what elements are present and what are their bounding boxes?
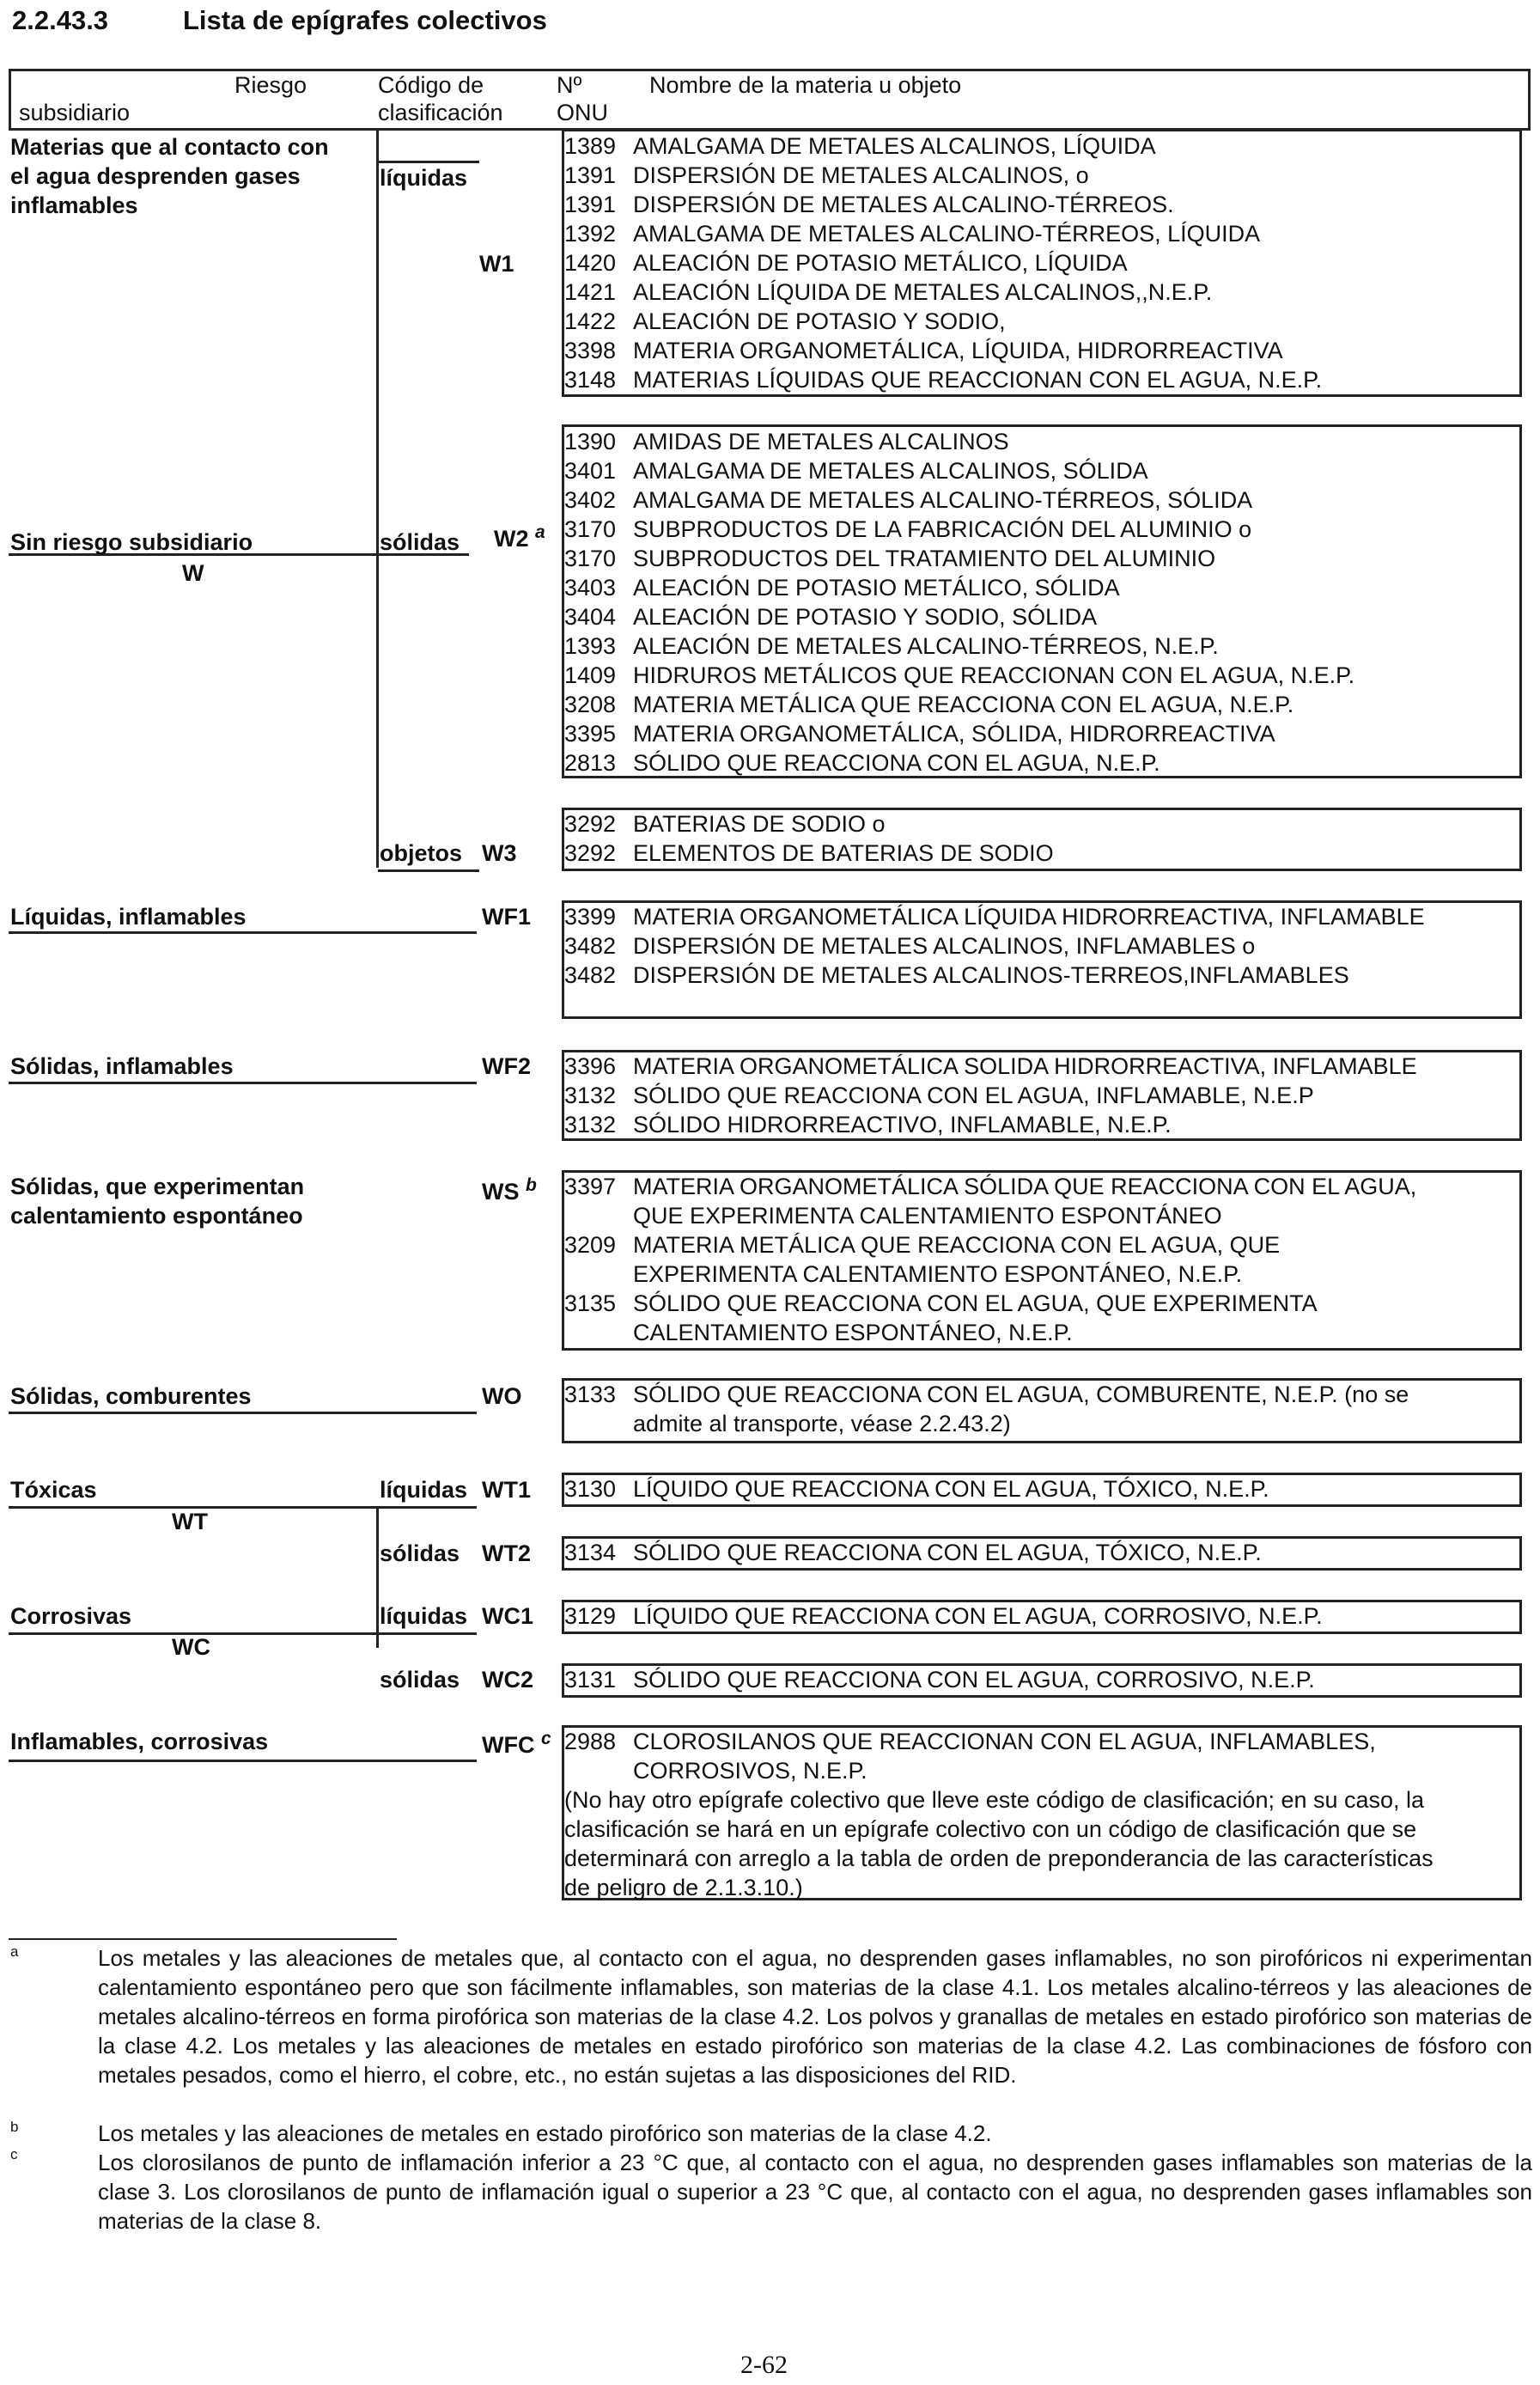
un-number: 3170: [564, 516, 617, 542]
entries-ws: [564, 1172, 1416, 1347]
entry-row: [564, 1318, 1416, 1347]
entry-row: [564, 1052, 1417, 1081]
code-wf2: WF2: [482, 1053, 531, 1079]
un-number: 3132: [564, 1083, 617, 1108]
substance-name: AMIDAS DE METALES ALCALINOS: [633, 429, 1009, 454]
entries-wt1: [564, 1474, 1269, 1504]
group-sol-cal-line2: calentamiento espontáneo: [10, 1203, 303, 1229]
substance-name: DISPERSIÓN DE METALES ALCALINO-TÉRREOS.: [633, 192, 1174, 217]
bracket-line-wc: [376, 1572, 379, 1648]
group-toxicas: Tóxicas: [10, 1477, 97, 1503]
wfc-note: [564, 1785, 1433, 1902]
footnote-ref-c: c: [541, 1729, 551, 1748]
substance-name: SUBPRODUCTOS DE LA FABRICACIÓN DEL ALUMINIO o: [633, 516, 1252, 542]
substance-name: BATERIAS DE SODIO o: [633, 811, 886, 837]
entry-row: [564, 1260, 1416, 1289]
code-wo: WO: [482, 1383, 522, 1409]
substance-name: QUE EXPERIMENTA CALENTAMIENTO ESPONTÁNEO: [633, 1203, 1222, 1229]
liq-infl-line: [9, 931, 477, 934]
code-wt1: WT1: [482, 1477, 531, 1503]
un-number: [564, 1201, 633, 1230]
code-w1: W1: [479, 251, 514, 277]
substance-name: AMALGAMA DE METALES ALCALINO-TÉRREOS, LÍQUIDA: [633, 221, 1261, 247]
un-number: 3397: [564, 1174, 617, 1199]
group-main-line1: Materias que al contacto con: [10, 134, 329, 160]
label-objetos: objetos: [380, 840, 463, 866]
entries-wo: [564, 1380, 1409, 1438]
un-number: [564, 1409, 633, 1438]
group-wt: WT: [172, 1509, 208, 1534]
substance-name: ALEACIÓN DE METALES ALCALINO-TÉRREOS, N.E.P.: [633, 633, 1219, 659]
entry-row: [564, 1201, 1416, 1230]
entry-row: [564, 748, 1354, 778]
substance-name: DISPERSIÓN DE METALES ALCALINOS, o: [633, 162, 1089, 188]
substance-name: ELEMENTOS DE BATERIAS DE SODIO: [633, 840, 1054, 866]
header-clasificacion: clasificación: [378, 100, 503, 125]
substance-name: ALEACIÓN DE POTASIO Y SODIO,: [633, 308, 1006, 334]
footnote-mark-a: a: [10, 1943, 19, 1960]
un-number: [564, 1318, 633, 1347]
substance-name: CLOROSILANOS QUE REACCIONAN CON EL AGUA, INFLAMABLES,: [633, 1729, 1376, 1754]
entries-w2: [564, 427, 1354, 778]
un-number: 2988: [564, 1729, 617, 1754]
code-wfc-text: WFC: [482, 1732, 535, 1758]
substance-name: MATERIA METÁLICA QUE REACCIONA CON EL AGUA, N.E.P.: [633, 692, 1294, 717]
substance-name: SÓLIDO QUE REACCIONA CON EL AGUA, TÓXICO, N.E.P.: [633, 1540, 1262, 1565]
entry-row: [564, 1230, 1416, 1260]
entry-row: [564, 1289, 1416, 1318]
code-ws: [482, 1177, 537, 1209]
substance-name: HIDRUROS METÁLICOS QUE REACCIONAN CON EL AGUA, N.E.P.: [633, 662, 1355, 688]
wfc-note-line: (No hay otro epígrafe colectivo que lleve este código de clasificación; en su caso, la: [564, 1787, 1425, 1813]
substance-name: MATERIA METÁLICA QUE REACCIONA CON EL AGUA, QUE: [633, 1232, 1281, 1258]
entry-row: [564, 544, 1354, 573]
group-main-line2: el agua desprenden gases: [10, 163, 301, 189]
entry-row: [564, 1110, 1417, 1139]
un-number: 3132: [564, 1112, 617, 1138]
entry-row: [564, 1409, 1409, 1438]
code-w3: W3: [482, 840, 517, 866]
un-number: [564, 1756, 633, 1785]
entry-row: [564, 131, 1322, 161]
code-wc2: WC2: [482, 1667, 533, 1693]
entry-row: [564, 839, 1054, 868]
entry-row: [564, 248, 1322, 278]
substance-name: SÓLIDO QUE REACCIONA CON EL AGUA, INFLAMABLE, N.E.P: [633, 1083, 1314, 1108]
un-number: 3133: [564, 1382, 617, 1407]
entry-row: [564, 515, 1354, 544]
entry-row: [564, 931, 1425, 961]
entry-row: [564, 719, 1354, 748]
un-number: 3209: [564, 1232, 617, 1258]
substance-name: DISPERSIÓN DE METALES ALCALINOS, INFLAMABLES o: [633, 933, 1256, 959]
header-no: Nº: [557, 72, 582, 98]
group-main-line3: inflamables: [10, 192, 138, 218]
substance-name: CALENTAMIENTO ESPONTÁNEO, N.E.P.: [633, 1320, 1073, 1345]
un-number: 3395: [564, 721, 617, 747]
header-subsidiario: subsidiario: [19, 100, 131, 125]
group-sol-cal-line1: Sólidas, que experimentan: [10, 1174, 305, 1199]
substance-name: EXPERIMENTA CALENTAMIENTO ESPONTÁNEO, N.E.P.: [633, 1261, 1243, 1287]
entry-row: [564, 1172, 1416, 1201]
code-wt2: WT2: [482, 1540, 531, 1566]
footnote-c: Los clorosilanos de punto de inflamación inferior a 23 °C que, al contacto con el agua, no desprenden gases inflamables son materias de la clase 3. Los clorosilanos de punto de inflamación igual o superior a 23 °C que, al contacto con el agua, no desprenden gases inflamables son materias de la clase 8.: [98, 2150, 1532, 2234]
footnote-mark-b: b: [10, 2119, 19, 2135]
substance-name: LÍQUIDO QUE REACCIONA CON EL AGUA, TÓXICO, N.E.P.: [633, 1476, 1269, 1502]
entry-row: [564, 1756, 1376, 1785]
footnote-a: Los metales y las aleaciones de metales que, al contacto con el agua, no desprenden gases inflamables, no son pirofóricos ni experimentan calentamiento espontáneo pero que son fácilmente inflamables, son materias de la clase 4.1. Los metales alcalino-térreos y las aleaciones de metales alcalino-térreos en forma pirofórica son materias de la clase 4.2. Los polvos y granallas de metales en estado pirofórico son materias de la clase 4.2. Los metales y las aleaciones de metales en estado pirofórico son materias de la clase 4.2. Las combinaciones de fósforo con metales pesados, como el hierro, el cobre, etc., no están sujetas a las disposiciones del RID.: [98, 1945, 1532, 2088]
entry-row: [564, 1601, 1323, 1631]
substance-name: MATERIA ORGANOMETÁLICA, LÍQUIDA, HIDRORREACTIVA: [633, 338, 1283, 363]
infl-corr-line: [9, 1760, 477, 1762]
substance-name: LÍQUIDO QUE REACCIONA CON EL AGUA, CORROSIVO, N.E.P.: [633, 1603, 1323, 1629]
header-nombre: Nombre de la materia u objeto: [649, 72, 962, 98]
un-number: 3398: [564, 338, 617, 363]
entry-row: [564, 161, 1322, 190]
header-codigo: Código de: [378, 72, 484, 98]
un-number: 3208: [564, 692, 617, 717]
un-number: 3399: [564, 904, 617, 930]
bracket-line-main: [376, 131, 379, 868]
entry-row: [564, 485, 1354, 515]
entry-row: [564, 902, 1425, 931]
un-number: 1389: [564, 133, 617, 159]
page-number: 2-62: [740, 2351, 788, 2379]
un-number: 3131: [564, 1667, 617, 1693]
substance-name: AMALGAMA DE METALES ALCALINO-TÉRREOS, SÓLIDA: [633, 487, 1253, 513]
substance-name: AMALGAMA DE METALES ALCALINOS, SÓLIDA: [633, 458, 1148, 484]
un-number: 3403: [564, 575, 617, 601]
wfc-note-line: de peligro de 2.1.3.10.): [564, 1875, 803, 1900]
entry-row: [564, 961, 1425, 990]
substance-name: SÓLIDO QUE REACCIONA CON EL AGUA, CORROSIVO, N.E.P.: [633, 1667, 1315, 1693]
group-liq-infl: Líquidas, inflamables: [10, 904, 247, 930]
code-w2: [494, 524, 545, 556]
un-number: 3292: [564, 811, 617, 837]
entry-row: [564, 427, 1354, 456]
entry-row: [564, 573, 1354, 602]
objetos-line: [378, 869, 479, 872]
un-number: 1420: [564, 250, 617, 276]
entry-row: [564, 278, 1322, 307]
entry-row: [564, 190, 1322, 219]
entry-row: [564, 365, 1322, 394]
un-number: 3404: [564, 604, 617, 630]
un-number: 1390: [564, 429, 617, 454]
section-title: Lista de epígrafes colectivos: [183, 5, 547, 35]
substance-name: ALEACIÓN DE POTASIO METÁLICO, LÍQUIDA: [633, 250, 1128, 276]
entries-w3: [564, 809, 1054, 868]
toxicas-line: [9, 1506, 477, 1509]
label-solidas-wc: sólidas: [380, 1667, 460, 1693]
entry-row: [564, 809, 1054, 839]
un-number: 3134: [564, 1540, 617, 1565]
entry-row: [564, 456, 1354, 485]
group-sol-comb: Sólidas, comburentes: [10, 1383, 252, 1409]
header-riesgo: Riesgo: [234, 72, 307, 98]
entries-wt2: [564, 1538, 1262, 1567]
label-liquidas: líquidas: [380, 165, 468, 191]
entry-row: [564, 661, 1354, 690]
entry-row: [564, 1380, 1409, 1409]
un-number: 2813: [564, 750, 617, 776]
entry-row: [564, 307, 1322, 336]
substance-name: SÓLIDO QUE REACCIONA CON EL AGUA, QUE EXPERIMENTA: [633, 1290, 1318, 1316]
substance-name: MATERIA ORGANOMETÁLICA SÓLIDA QUE REACCIONA CON EL AGUA,: [633, 1174, 1417, 1199]
un-number: 1392: [564, 221, 617, 247]
group-wc: WC: [172, 1634, 210, 1660]
un-number: 1421: [564, 279, 617, 305]
footnote-b: Los metales y las aleaciones de metales en estado pirofórico son materias de la clase 4.2.: [98, 2120, 992, 2146]
footnote-ref-b: b: [526, 1175, 537, 1195]
footnote-mark-c: c: [10, 2146, 18, 2162]
group-sin-riesgo: Sin riesgo subsidiario: [10, 529, 253, 555]
entry-row: [564, 1665, 1315, 1694]
entries-w1: [564, 131, 1322, 394]
group-infl-corr: Inflamables, corrosivas: [10, 1729, 269, 1754]
code-wfc: [482, 1730, 551, 1762]
code-wf1: WF1: [482, 904, 531, 930]
entry-row: [564, 690, 1354, 719]
un-number: 1393: [564, 633, 617, 659]
substance-name: MATERIAS LÍQUIDAS QUE REACCIONAN CON EL AGUA, N.E.P.: [633, 367, 1323, 393]
group-w: W: [182, 560, 204, 586]
label-solidas-wt: sólidas: [380, 1540, 460, 1566]
label-solidas: sólidas: [380, 529, 460, 555]
substance-name: SÓLIDO QUE REACCIONA CON EL AGUA, N.E.P.: [633, 750, 1160, 776]
un-number: 1409: [564, 662, 617, 688]
un-number: 3482: [564, 933, 617, 959]
un-number: 3130: [564, 1476, 617, 1502]
substance-name: MATERIA ORGANOMETÁLICA SOLIDA HIDRORREACTIVA, INFLAMABLE: [633, 1053, 1417, 1079]
un-number: 3135: [564, 1290, 617, 1316]
entry-row: [564, 1538, 1262, 1567]
entry-row: [564, 631, 1354, 661]
un-number: 1391: [564, 192, 617, 217]
un-number: 3482: [564, 962, 617, 988]
footnote-ref-a: a: [535, 522, 545, 542]
entries-wf2: [564, 1052, 1417, 1139]
entries-wc2: [564, 1665, 1315, 1694]
un-number: 3401: [564, 458, 617, 484]
substance-name: ALEACIÓN DE POTASIO Y SODIO, SÓLIDA: [633, 604, 1098, 630]
label-liquidas-wc: líquidas: [380, 1603, 468, 1629]
footnote-separator: [9, 1938, 397, 1940]
entries-wfc: [564, 1727, 1376, 1785]
section-number: 2.2.43.3: [12, 5, 109, 35]
corrosivas-line: [9, 1632, 477, 1635]
un-number: 3292: [564, 840, 617, 866]
sol-comb-line: [9, 1412, 477, 1414]
entry-row: [564, 1474, 1269, 1504]
un-number: 3402: [564, 487, 617, 513]
un-number: 1422: [564, 308, 617, 334]
group-sol-infl: Sólidas, inflamables: [10, 1053, 234, 1079]
substance-name: admite al transporte, véase 2.2.43.2): [633, 1411, 1011, 1436]
entry-row: [564, 219, 1322, 248]
code-ws-text: WS: [482, 1179, 520, 1205]
un-number: 3170: [564, 546, 617, 571]
substance-name: CORROSIVOS, N.E.P.: [633, 1758, 867, 1784]
code-w2-text: W2: [494, 526, 529, 552]
un-number: 1391: [564, 162, 617, 188]
un-number: [564, 1260, 633, 1289]
substance-name: SÓLIDO HIDRORREACTIVO, INFLAMABLE, N.E.P.: [633, 1112, 1172, 1138]
entry-row: [564, 1727, 1376, 1756]
substance-name: MATERIA ORGANOMETÁLICA LÍQUIDA HIDRORREACTIVA, INFLAMABLE: [633, 904, 1425, 930]
sol-infl-line: [9, 1082, 477, 1084]
substance-name: SÓLIDO QUE REACCIONA CON EL AGUA, COMBURENTE, N.E.P. (no se: [633, 1382, 1409, 1407]
substance-name: SUBPRODUCTOS DEL TRATAMIENTO DEL ALUMINIO: [633, 546, 1216, 571]
un-number: 3148: [564, 367, 617, 393]
substance-name: DISPERSIÓN DE METALES ALCALINOS-TERREOS,INFLAMABLES: [633, 962, 1349, 988]
wfc-note-line: clasificación se hará en un epígrafe colectivo con un código de clasificación que se: [564, 1816, 1417, 1842]
entry-row: [564, 336, 1322, 365]
header-onu: ONU: [557, 100, 608, 125]
un-number: 3396: [564, 1053, 617, 1079]
wfc-note-line: determinará con arreglo a la tabla de orden de preponderancia de las características: [564, 1845, 1433, 1871]
substance-name: AMALGAMA DE METALES ALCALINOS, LÍQUIDA: [633, 133, 1156, 159]
code-wc1: WC1: [482, 1603, 533, 1629]
group-corrosivas: Corrosivas: [10, 1603, 132, 1629]
un-number: 3129: [564, 1603, 617, 1629]
entry-row: [564, 1081, 1417, 1110]
entry-row: [564, 602, 1354, 631]
substance-name: ALEACIÓN LÍQUIDA DE METALES ALCALINOS,,N.E.P.: [633, 279, 1213, 305]
label-liquidas-wt: líquidas: [380, 1477, 468, 1503]
entries-wf1: [564, 902, 1425, 990]
substance-name: MATERIA ORGANOMETÁLICA, SÓLIDA, HIDRORREACTIVA: [633, 721, 1275, 747]
substance-name: ALEACIÓN DE POTASIO METÁLICO, SÓLIDA: [633, 575, 1120, 601]
entries-wc1: [564, 1601, 1323, 1631]
